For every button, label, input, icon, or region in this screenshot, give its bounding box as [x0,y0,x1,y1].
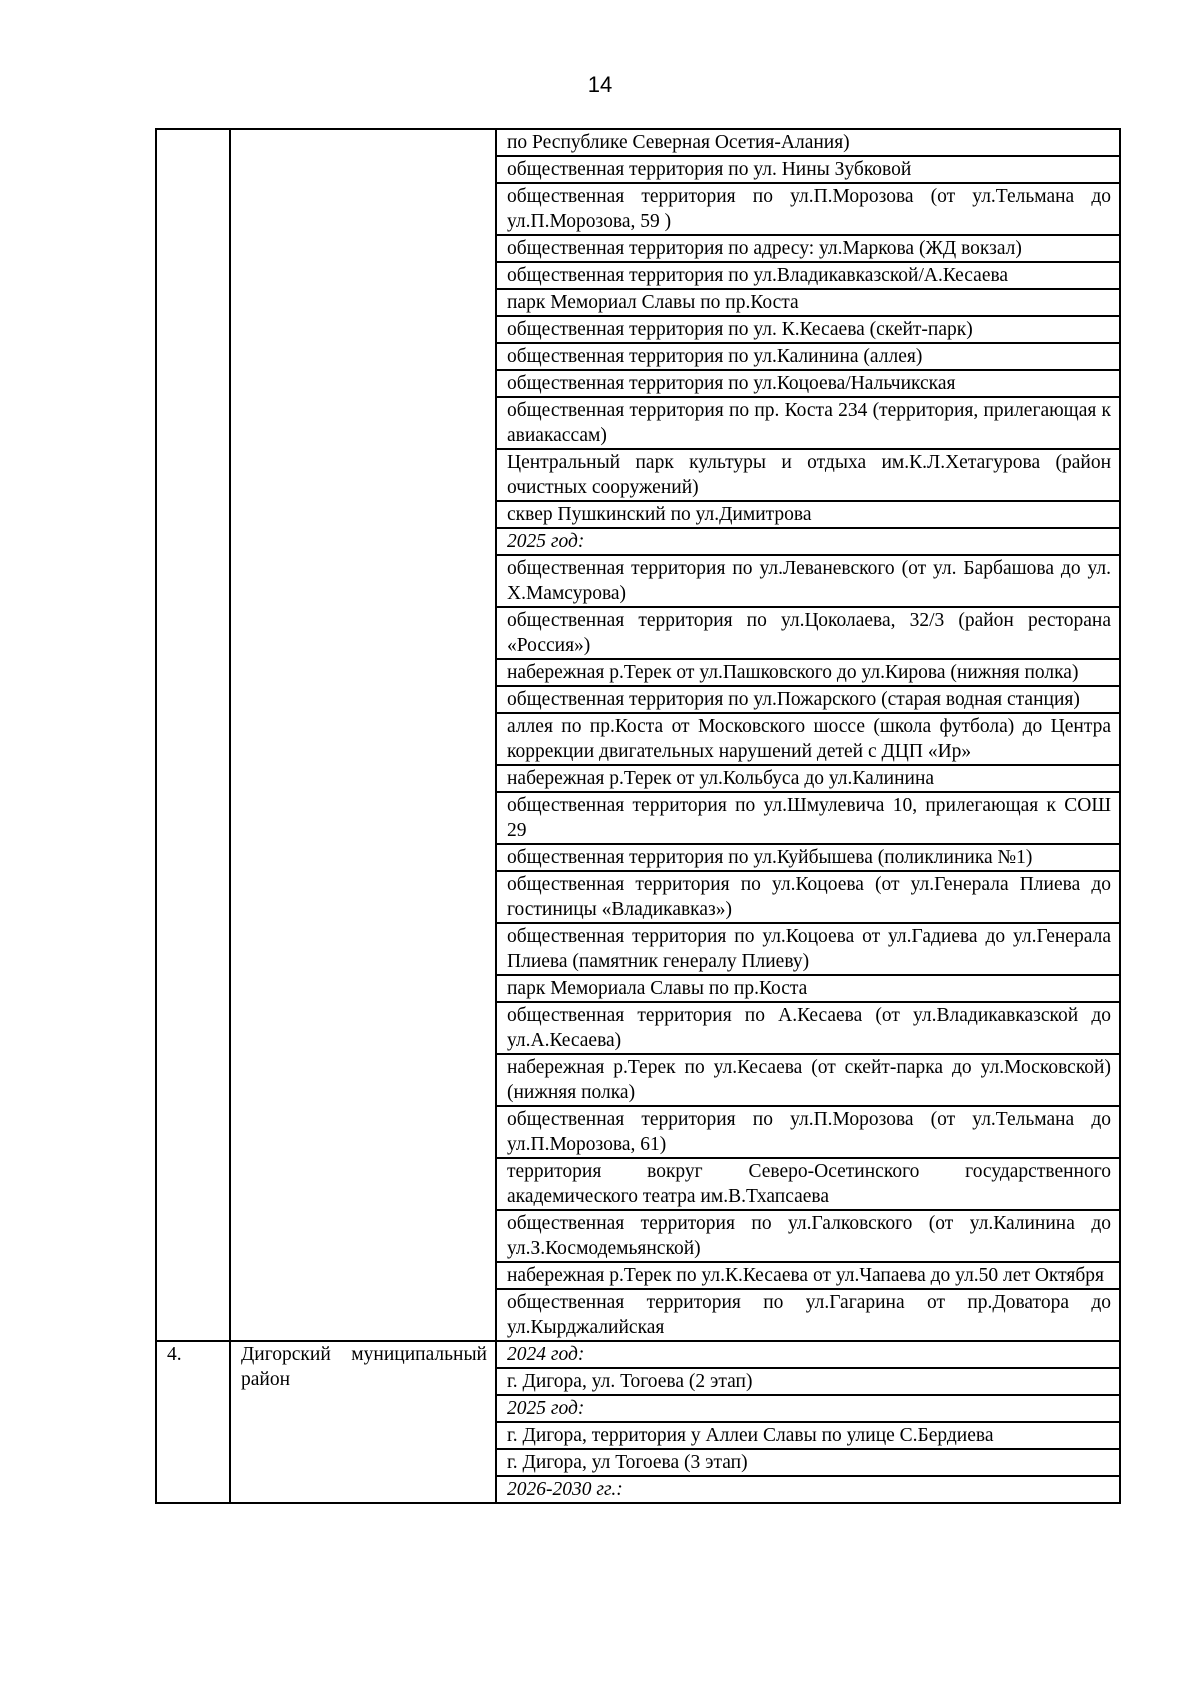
territory-cell: общественная территория по ул.Шмулевича 10, прилегающая к СОШ 29 [496,792,1120,844]
territory-cell: общественная территория по ул.Галковского (от ул.Калинина до ул.З.Космодемьянской) [496,1210,1120,1262]
territory-cell: общественная территория по ул.Коцоева (от ул.Генерала Плиева до гостиницы «Владикавказ») [496,871,1120,923]
year-heading-cell: 2025 год: [496,1395,1120,1422]
territory-cell: г. Дигора, ул. Тогоева (2 этап) [496,1368,1120,1395]
territory-cell: общественная территория по ул.Владикавказской/А.Кесаева [496,262,1120,289]
territory-cell: общественная территория по ул.Коцоева/Нальчикская [496,370,1120,397]
row-number-cell [156,129,230,1341]
territory-cell: общественная территория по ул.Коцоева от ул.Гадиева до ул.Генерала Плиева (памятник генералу Плиеву) [496,923,1120,975]
table-row [156,129,1120,156]
territory-cell: территория вокруг Северо-Осетинского государственного академического театра им.В.Тхапсаева [496,1158,1120,1210]
territory-cell: общественная территория по ул.Калинина (аллея) [496,343,1120,370]
territory-cell: г. Дигора, ул Тогоева (3 этап) [496,1449,1120,1476]
year-heading-cell: 2026-2030 гг.: [496,1476,1120,1503]
territory-cell: общественная территория по пр. Коста 234 (территория, прилегающая к авиакассам) [496,397,1120,449]
territory-cell: набережная р.Терек от ул.Пашковского до ул.Кирова (нижняя полка) [496,659,1120,686]
table-row [156,1341,1120,1368]
territory-cell: сквер Пушкинский по ул.Димитрова [496,501,1120,528]
territory-cell: общественная территория по ул.П.Морозова (от ул.Тельмана до ул.П.Морозова, 61) [496,1106,1120,1158]
territory-cell: общественная территория по ул.П.Морозова (от ул.Тельмана до ул.П.Морозова, 59 ) [496,183,1120,235]
territory-cell: по Республике Северная Осетия-Алания) [496,129,1120,156]
year-heading-cell: 2024 год: [496,1341,1120,1368]
territory-cell: общественная территория по А.Кесаева (от ул.Владикавказской до ул.А.Кесаева) [496,1002,1120,1054]
territory-cell: набережная р.Терек по ул.Кесаева (от скейт-парка до ул.Московской) (нижняя полка) [496,1054,1120,1106]
territory-cell: общественная территория по ул. К.Кесаева (скейт-парк) [496,316,1120,343]
territory-cell: общественная территория по адресу: ул.Маркова (ЖД вокзал) [496,235,1120,262]
territory-cell: аллея по пр.Коста от Московского шоссе (школа футбола) до Центра коррекции двигательных нарушений детей с ДЦП «Ир» [496,713,1120,765]
territory-cell: г. Дигора, территория у Аллеи Славы по улице С.Бердиева [496,1422,1120,1449]
year-heading-cell: 2025 год: [496,528,1120,555]
territory-cell: общественная территория по ул.Леваневского (от ул. Барбашова до ул. Х.Мамсурова) [496,555,1120,607]
table-body [156,129,1120,1503]
territory-cell: общественная территория по ул.Цоколаева, 32/3 (район ресторана «Россия») [496,607,1120,659]
municipality-name-cell: Дигорский муниципальный район [230,1341,496,1503]
territory-cell: набережная р.Терек от ул.Кольбуса до ул.Калинина [496,765,1120,792]
territory-cell: общественная территория по ул. Нины Зубковой [496,156,1120,183]
territory-cell: общественная территория по ул.Куйбышева (поликлиника №1) [496,844,1120,871]
territory-cell: общественная территория по ул.Гагарина от пр.Доватора до ул.Кырджалийская [496,1289,1120,1341]
row-number-cell: 4. [156,1341,230,1503]
municipality-cell [230,129,496,1341]
territory-cell: парк Мемориал Славы по пр.Коста [496,289,1120,316]
territory-cell: общественная территория по ул.Пожарского (старая водная станция) [496,686,1120,713]
page-number: 14 [587,72,613,97]
territories-table [155,128,1121,1504]
territory-cell: набережная р.Терек по ул.К.Кесаева от ул.Чапаева до ул.50 лет Октября [496,1262,1120,1289]
territory-cell: Центральный парк культуры и отдыха им.К.Л.Хетагурова (район очистных сооружений) [496,449,1120,501]
territory-cell: парк Мемориала Славы по пр.Коста [496,975,1120,1002]
